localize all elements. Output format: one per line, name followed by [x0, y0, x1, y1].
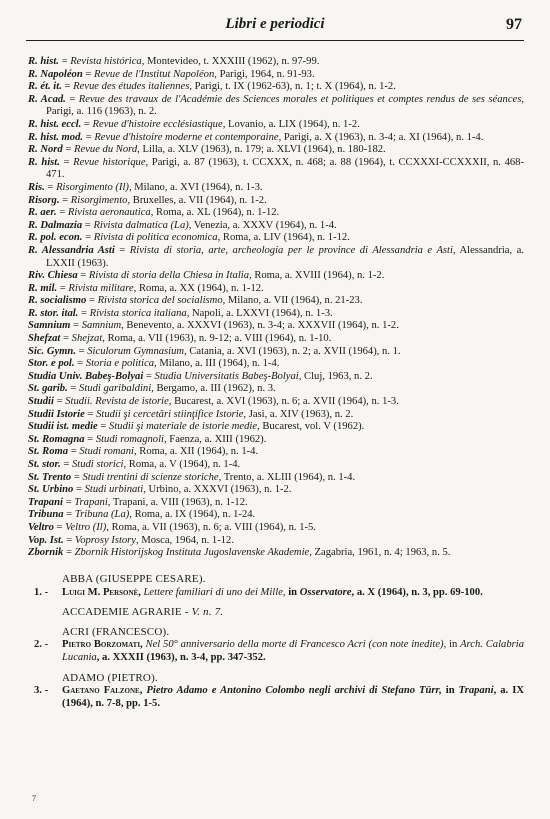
entry-ref: , a. XXXII (1963), n. 3-4, pp. 347-352. — [96, 651, 266, 663]
abbreviation-title: Revue de l'Institut Napoléon — [94, 68, 215, 80]
equals-sign: = — [67, 383, 80, 395]
abbreviation-key: Studia Univ. Babeş-Bolyai — [28, 370, 144, 382]
equals-sign: = — [82, 68, 95, 80]
abbreviation-line — [28, 157, 524, 182]
equals-sign: = — [97, 421, 110, 433]
abbreviation-title: Revue historique — [73, 156, 146, 168]
abbreviation-title: Revue d'histoire ecclésiastique — [92, 118, 223, 130]
bibliography-entry — [28, 587, 524, 600]
abbreviation-details: , Roma, a. XVIII (1964), n. 1-2. — [249, 270, 385, 282]
equals-sign: = — [78, 307, 90, 319]
abbreviation-details: , Trento, a. XLIII (1964), n. 1-4. — [218, 471, 356, 483]
abbreviation-key: R. Acad. — [28, 93, 66, 105]
abbreviation-line — [28, 320, 524, 333]
abbreviation-title: Veltro (Il) — [65, 521, 107, 533]
abbreviation-title: Shejzat — [71, 333, 103, 345]
abbreviation-line — [28, 472, 524, 485]
abbreviation-title: Rivista storica del socialismo — [97, 295, 223, 307]
abbreviation-title: Voprosy Istory — [74, 534, 137, 546]
entry-heading: ACCADEMIE AGRARIE - V. n. 7. — [62, 606, 224, 619]
abbreviation-details: , Urbino, a. XXXVI (1963), n. 1-2. — [143, 484, 292, 496]
abbreviation-title: Rivista militare — [68, 282, 134, 294]
signature-mark: 7 — [32, 794, 36, 803]
equals-sign: = — [65, 93, 79, 105]
abbreviation-title: Risorgimento (Il) — [56, 181, 129, 193]
abbreviation-key: Stor. e pol. — [28, 358, 75, 370]
running-header — [28, 16, 522, 38]
abbreviation-line — [28, 144, 524, 157]
abbreviation-title: Studii şi cercetări stiinţifice Istorie — [96, 408, 244, 420]
abbreviation-line — [28, 69, 524, 82]
abbreviation-line — [28, 220, 524, 233]
abbreviation-key: R. hist. — [28, 56, 59, 67]
equals-sign: = — [81, 118, 93, 130]
abbreviation-details: , Trapani, a. VIII (1963), n. 1-12. — [107, 496, 248, 508]
abbreviation-key: Risorg. — [28, 194, 60, 206]
abbreviation-title: Rivista di storia della Chiesa in Italia — [88, 270, 250, 282]
abbreviation-line — [28, 270, 524, 283]
entry-number: 3. - — [34, 685, 49, 697]
abbreviation-details: , Bergamo, a. III (1962), n. 3. — [151, 383, 276, 395]
abbreviation-key: Studii Istorie — [28, 408, 85, 420]
abbreviation-details: , Napoli, a. LXXVI (1964), n. 1-3. — [186, 307, 333, 319]
abbreviation-title: Studia Universitatis Babeş-Bolyai — [154, 370, 299, 382]
abbreviation-key: St. Roma — [28, 446, 69, 458]
equals-sign: = — [114, 244, 130, 256]
abbreviation-key: Samnium — [28, 320, 71, 332]
abbreviation-line — [28, 421, 524, 434]
equals-sign: = — [86, 295, 98, 307]
abbreviation-line — [28, 522, 524, 535]
abbreviation-key: Veltro — [28, 521, 54, 533]
abbreviation-key: St. stor. — [28, 459, 61, 470]
abbreviation-key: Studii ist. medie — [28, 421, 98, 433]
entry-title: Nel 50° anniversario della morte di Francesco Acri (con note inedite), — [145, 639, 447, 651]
abbreviation-key: R. hist. mod. — [28, 131, 84, 143]
abbreviation-details: , Roma, a. VII (1963), n. 9-12; a. VIII (1964), n. 1-10. — [102, 333, 332, 345]
abbreviation-title: Revue des travaux de l'Académie des Sciences morales et politiques et comptes rendus de ses séances — [78, 93, 522, 105]
abbreviation-title: Studi trentini di scienze storiche — [82, 471, 219, 483]
abbreviation-title: Studi romagnoli — [95, 433, 164, 445]
equals-sign: = — [53, 521, 66, 533]
abbreviation-details: , Parigi, t. IX (1962-63), n. 1; t. X (1964), n. 1-2. — [189, 81, 396, 93]
equals-sign: = — [63, 547, 75, 559]
abbreviation-line — [28, 383, 524, 396]
equals-sign: = — [73, 484, 85, 496]
abbreviation-key: R. Dalmazia — [28, 219, 83, 231]
abbreviation-details: , Roma, a. IX (1964), n. 1-24. — [129, 509, 256, 521]
abbreviation-key: R. hist. eccl. — [28, 118, 82, 130]
bibliography-entries — [28, 573, 524, 710]
abbreviation-details: , Mosca, 1964, n. 1-12. — [136, 534, 234, 546]
abbreviation-line — [28, 497, 524, 510]
abbreviation-key: R. Napoléon — [28, 68, 83, 80]
abbreviation-title: Studi urbinati — [84, 484, 144, 496]
entry-in: in — [445, 685, 455, 697]
abbreviation-title: Studii. Revista de istorie — [65, 396, 169, 408]
abbreviation-line — [28, 195, 524, 208]
equals-sign: = — [44, 181, 57, 193]
abbreviation-line — [28, 535, 524, 548]
abbreviation-key: Vop. Ist. — [28, 534, 64, 546]
equals-sign: = — [82, 232, 94, 244]
equals-sign: = — [143, 370, 155, 382]
abbreviation-key: R. stor. ital. — [28, 307, 79, 319]
abbreviation-line — [28, 232, 524, 245]
abbreviation-details: , Catania, a. XVI (1963), n. 2; a. XVII (1964), n. 1. — [184, 345, 401, 357]
abbreviation-details: , Zagabria, 1961, n. 4; 1963, n. 5. — [309, 547, 451, 559]
abbreviation-line — [28, 358, 524, 371]
abbreviation-line — [28, 459, 524, 472]
abbreviation-details: , Alessandria, a. LXXII (1963). — [46, 244, 525, 269]
abbreviation-details: , Roma, a. XL (1964), n. 1-12. — [150, 207, 280, 219]
abbreviation-key: Ris. — [28, 181, 45, 193]
abbreviation-details: , Montevideo, t. XXXIII (1962), n. 97-99. — [141, 56, 320, 67]
abbreviation-line — [28, 547, 524, 560]
equals-sign: = — [61, 81, 74, 93]
abbreviation-key: St. Romagna — [28, 433, 85, 445]
abbreviation-title: Studi garibaldini — [79, 383, 152, 395]
abbreviation-key: R. pol. econ. — [28, 232, 83, 244]
entry-journal: Osservatore — [299, 586, 352, 598]
entry-journal: Trapani — [458, 685, 494, 697]
abbreviation-line — [28, 484, 524, 497]
equals-sign: = — [84, 408, 97, 420]
entry-heading: ADAMO (PIETRO). — [62, 671, 158, 684]
header-rule — [26, 40, 524, 41]
abbreviation-line — [28, 434, 524, 447]
abbreviation-key: Tribuna — [28, 509, 64, 521]
equals-sign: = — [59, 194, 71, 206]
abbreviation-title: Rivista di politica economica — [93, 232, 218, 244]
abbreviation-details: , Roma, a. XX (1964), n. 1-12. — [133, 282, 264, 294]
entry-ref: , a. IX (1964), n. 7-8, pp. 1-5. — [62, 685, 524, 709]
abbreviation-title: Rivista di storia, arte, archeologia per le province di Alessandria e Asti — [129, 244, 453, 256]
abbreviation-details: , Lovanio, a. LIX (1964), n. 1-2. — [222, 118, 360, 130]
abbreviation-details: , Faenza, a. XIII (1962). — [164, 433, 267, 445]
abbreviation-line — [28, 346, 524, 359]
abbreviation-title: Samnium — [81, 320, 122, 332]
equals-sign: = — [59, 156, 74, 168]
abbreviation-line — [28, 245, 524, 270]
abbreviation-key: R. socialismo — [28, 295, 87, 307]
abbreviation-line — [28, 371, 524, 384]
abbreviation-line — [28, 396, 524, 409]
entry-heading: ACRI (FRANCESCO). — [62, 625, 170, 638]
equals-sign: = — [75, 345, 88, 357]
equals-sign: = — [82, 219, 94, 231]
abbreviation-details: , Roma, a. VII (1963), n. 6; a. VIII (1964), n. 1-5. — [106, 521, 316, 533]
equals-sign: = — [83, 131, 95, 143]
cross-ref-v: V. — [191, 606, 201, 619]
abbreviation-line — [28, 509, 524, 522]
abbreviation-key: St. Urbino — [28, 484, 74, 496]
abbreviation-details: , Roma, a. XII (1964), n. 1-4. — [133, 446, 259, 458]
entry-author: Gaetano Falzone, — [62, 685, 143, 697]
abbreviation-line — [28, 446, 524, 459]
abbreviation-details: , Cluj, 1963, n. 2. — [298, 370, 373, 382]
equals-sign: = — [60, 333, 72, 345]
abbreviation-details: , Parigi, 1964, n. 91-93. — [214, 68, 315, 80]
bibliography-entry — [28, 639, 524, 664]
abbreviation-details: , Roma, a. V (1964), n. 1-4. — [123, 459, 241, 470]
entry-author: Luigi M. Personè, — [62, 586, 141, 598]
bibliography-entry — [28, 685, 524, 710]
abbreviation-line — [28, 283, 524, 296]
abbreviation-line — [28, 56, 524, 69]
abbreviation-title: Risorgimento — [70, 194, 128, 206]
equals-sign: = — [58, 56, 71, 67]
abbreviation-key: Trapani — [28, 496, 63, 508]
entry-author: Pietro Borzomati, — [62, 639, 143, 651]
abbreviation-key: Zbornik — [28, 547, 64, 559]
equals-sign: = — [74, 358, 86, 370]
page-number: 97 — [506, 16, 522, 33]
abbreviation-details: , Parigi, a. 116 (1963), n. 2. — [46, 93, 525, 118]
abbreviation-title: Storia e politica — [85, 358, 155, 370]
abbreviation-title: Rivista storica italiana — [89, 307, 187, 319]
abbreviation-details: , Bucarest, a. XVI (1963), n. 6; a. XVII (1964), n. 1-3. — [168, 396, 399, 408]
abbreviation-key: Shefzat — [28, 333, 61, 345]
equals-sign: = — [57, 282, 69, 294]
abbreviation-key: St. Trento — [28, 471, 72, 483]
abbreviation-line — [28, 409, 524, 422]
entry-journal: Arch. Calabria Lucania — [62, 639, 524, 663]
equals-sign: = — [63, 509, 75, 521]
running-title: Libri e periodici — [225, 16, 325, 32]
abbreviation-key: R. mil. — [28, 282, 58, 294]
abbreviation-key: Studii — [28, 396, 54, 408]
abbreviation-key: R. aer. — [28, 207, 57, 219]
abbreviation-list — [28, 56, 524, 560]
abbreviation-key: St. garib. — [28, 383, 68, 395]
abbreviation-details: , Parigi, a. 87 (1963), t. CCXXX, n. 468; a. 88 (1964), t. CCXXXI-CCXXXII, n. 468-471. — [46, 156, 524, 181]
abbreviation-details: , Lilla, a. XLV (1963), n. 179; a. XLVI (1964), n. 180-182. — [137, 144, 386, 156]
abbreviation-title: Rivista dalmatica (La) — [93, 219, 189, 231]
entry-in: in — [446, 639, 458, 651]
abbreviation-title: Studii şi materiale de istorie medie — [109, 421, 258, 433]
equals-sign: = — [62, 496, 75, 508]
abbreviation-line — [28, 119, 524, 132]
abbreviation-title: Studi romani — [79, 446, 134, 458]
entry-in: in — [288, 586, 298, 598]
abbreviation-key: R. hist. — [28, 156, 60, 168]
abbreviation-line — [28, 308, 524, 321]
abbreviation-line — [28, 182, 524, 195]
equals-sign: = — [71, 471, 83, 483]
abbreviation-line — [28, 81, 524, 94]
abbreviation-details: , Jasi, a. XIV (1963), n. 2. — [243, 408, 354, 420]
abbreviation-key: Riv. Chiesa — [28, 270, 78, 282]
entry-heading: ABBA (GIUSEPPE CESARE). — [62, 573, 206, 585]
abbreviation-title: Zbornik Historijskog Instituta Jugoslavenske Akademie — [74, 547, 310, 559]
equals-sign: = — [56, 207, 68, 219]
abbreviation-details: , Parigi, a. X (1963), n. 3-4; a. XI (1964), n. 1-4. — [278, 131, 484, 143]
abbreviation-line — [28, 94, 524, 119]
abbreviation-title: Revue d'histoire moderne et contemporaine — [94, 131, 279, 143]
abbreviation-details: , Venezia, a. XXXV (1964), n. 1-4. — [188, 219, 337, 231]
abbreviation-key: R. Alessandria Asti — [28, 244, 115, 256]
abbreviation-details: , Bucarest, vol. V (1962). — [257, 421, 365, 433]
abbreviation-details: , Benevento, a. XXXVI (1963), n. 3-4; a. XXXVII (1964), n. 1-2. — [121, 320, 399, 332]
abbreviation-title: Siculorum Gymnasium — [87, 345, 185, 357]
abbreviation-title: Tribuna (La) — [74, 509, 130, 521]
abbreviation-title: Revue du Nord — [74, 144, 138, 156]
abbreviation-details: , Roma, a. LIV (1964), n. 1-12. — [217, 232, 350, 244]
abbreviation-title: Rivista aeronautica — [67, 207, 151, 219]
abbreviation-details: , Bruxelles, a. VII (1964), n. 1-2. — [127, 194, 267, 206]
equals-sign: = — [60, 459, 72, 470]
equals-sign: = — [84, 433, 96, 445]
abbreviation-title: Revista histórica — [70, 56, 142, 67]
abbreviation-title: Studi storici — [71, 459, 124, 470]
entry-title: Lettere familiari di uno dei Mille, — [143, 586, 286, 598]
abbreviation-title: Trapani — [74, 496, 108, 508]
abbreviation-key: R. Nord — [28, 144, 63, 156]
entry-ref: , a. X (1964), n. 3, pp. 69-100. — [351, 586, 483, 598]
equals-sign: = — [68, 446, 80, 458]
abbreviation-line — [28, 295, 524, 308]
entry-title: Pietro Adamo e Antonino Colombo negli archivi di Stefano Türr, — [146, 685, 442, 697]
abbreviation-title: Revue des études italiennes — [73, 81, 190, 93]
abbreviation-key: R. ét. it. — [28, 81, 62, 93]
abbreviation-line — [28, 333, 524, 346]
entry-number: 1. - — [34, 586, 49, 598]
abbreviation-line — [28, 132, 524, 145]
abbreviation-key: Sic. Gymn. — [28, 345, 76, 357]
entry-number: 2. - — [34, 639, 49, 651]
abbreviation-details: , Milano, a. VII (1964), n. 21-23. — [222, 295, 363, 307]
equals-sign: = — [77, 270, 89, 282]
equals-sign: = — [63, 534, 75, 546]
equals-sign: = — [70, 320, 82, 332]
abbreviation-details: , Milano, a. III (1964), n. 1-4. — [154, 358, 280, 370]
equals-sign: = — [62, 144, 75, 156]
abbreviation-details: , Milano, a. XVI (1964), n. 1-3. — [128, 181, 263, 193]
abbreviation-line — [28, 207, 524, 220]
equals-sign: = — [53, 396, 66, 408]
